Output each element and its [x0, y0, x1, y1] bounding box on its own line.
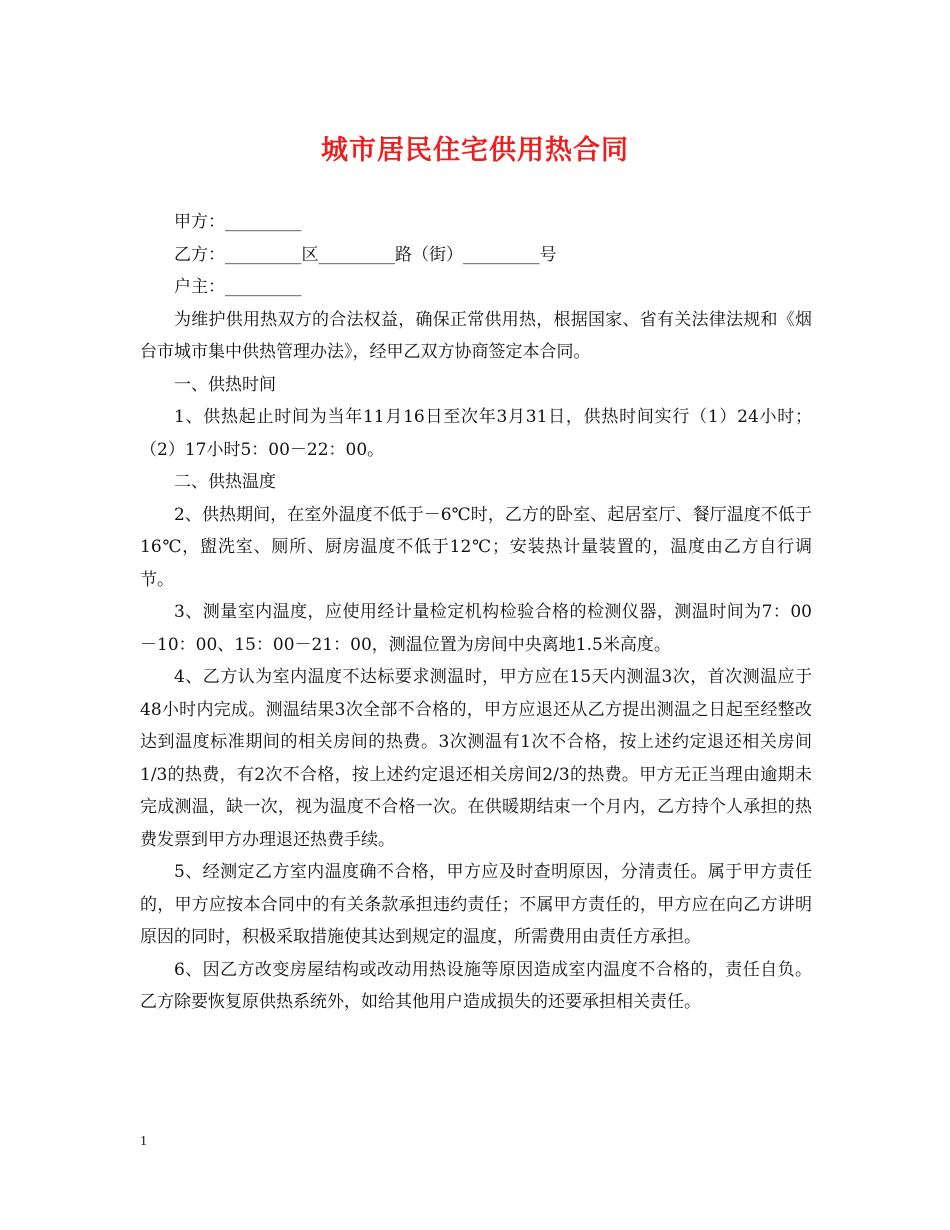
- householder-line: 户主：_________: [174, 277, 302, 297]
- document-title: 城市居民住宅供用热合同: [321, 135, 629, 166]
- clause-3: 3、测量室内温度，应使用经计量检定机构检验合格的检测仪器，测温时间为7：00－10：00、15：00－21：00，测温位置为房间中央离地1.5米高度。: [140, 602, 812, 655]
- page-number: 1: [140, 1134, 147, 1149]
- section-heading-heating-time: 一、供热时间: [174, 374, 276, 395]
- preamble-paragraph: 为维护供用热双方的合法权益，确保正常供用热，根据国家、省有关法律法规和《烟台市城市集中供热管理办法》，经甲乙双方协商签定本合同。: [140, 309, 812, 362]
- clause-1: 1、供热起止时间为当年11月16日至次年3月31日，供热时间实行（1）24小时；（2）17小时5：00－22：00。: [140, 407, 812, 460]
- clause-2: 2、供热期间，在室外温度不低于－6℃时，乙方的卧室、起居室厅、餐厅温度不低于16℃，盥洗室、厕所、厨房温度不低于12℃；安装热计量装置的，温度由乙方自行调节。: [140, 504, 812, 590]
- party-b-line: 乙方：_________区_________路（街）_________号: [174, 244, 557, 265]
- party-a-line: 甲方：_________: [174, 212, 302, 232]
- section-heading-heating-temperature: 二、供热温度: [174, 472, 276, 492]
- clause-6: 6、因乙方改变房屋结构或改动用热设施等原因造成室内温度不合格的，责任自负。乙方除要恢复原供热系统外，如给其他用户造成损失的还要承担相关责任。: [140, 959, 812, 1012]
- document-body: [140, 206, 812, 1019]
- clause-5: 5、经测定乙方室内温度确不合格，甲方应及时查明原因，分清责任。属于甲方责任的，甲方应按本合同中的有关条款承担违约责任；不属甲方责任的，甲方应在向乙方讲明原因的同时，积极采取措施使其达到规定的温度，所需费用由责任方承担。: [140, 862, 812, 947]
- clause-4: 4、乙方认为室内温度不达标要求测温时，甲方应在15天内测温3次，首次测温应于48小时内完成。测温结果3次全部不合格的，甲方应退还从乙方提出测温之日起至经整改达到温度标准期间的相关房间的热费。3次测温有1次不合格，按上述约定退还相关房间1/3的热费，有2次不合格，按上述约定退还相关房间2/3的热费。甲方无正当理由逾期未完成测温，缺一次，视为温度不合格一次。在供暖期结束一个月内，乙方持个人承担的热费发票到甲方办理退还热费手续。: [140, 667, 812, 850]
